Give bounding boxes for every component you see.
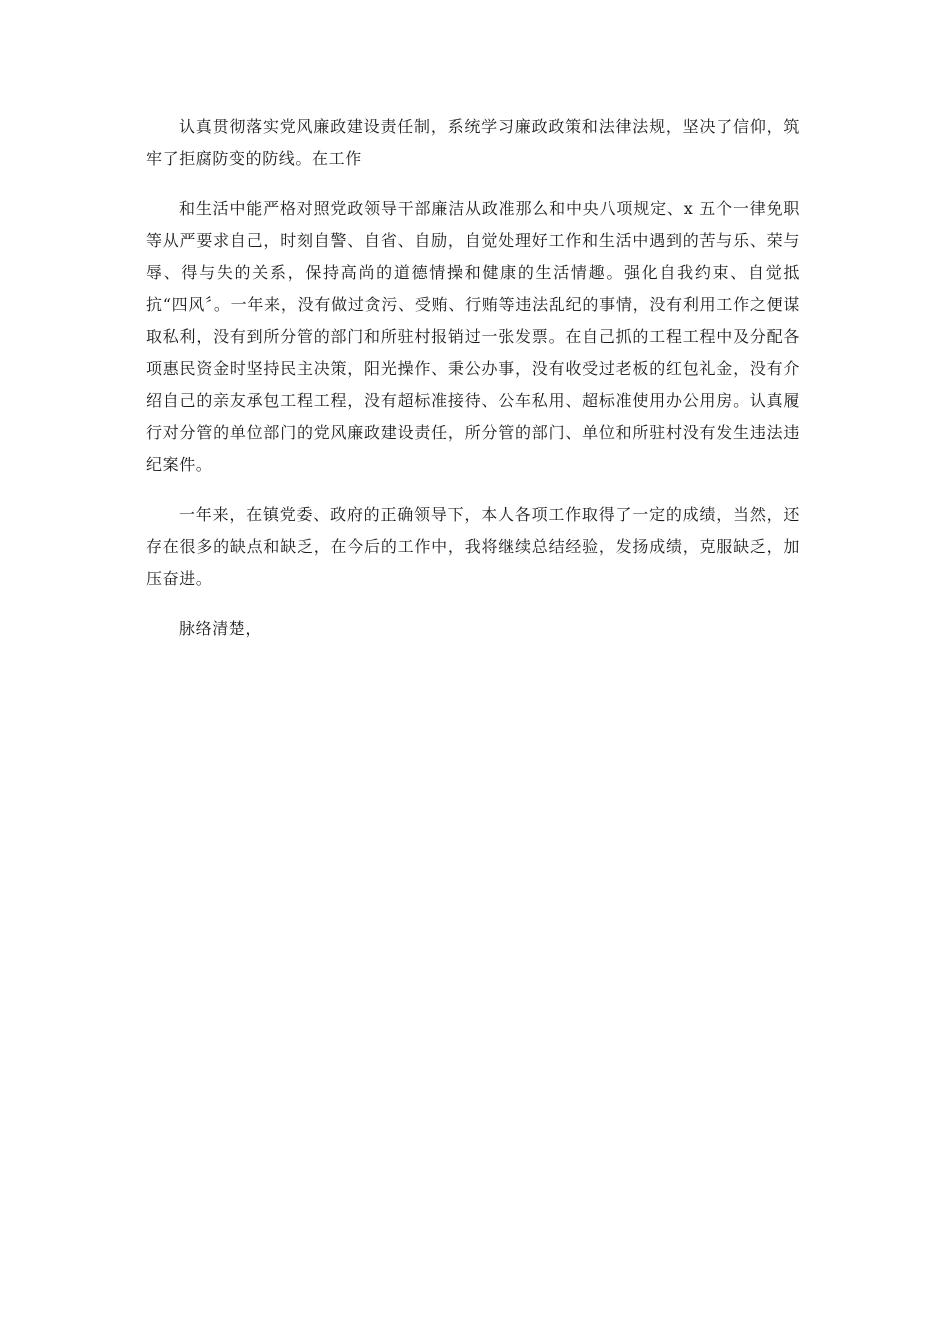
paragraph-4: 脉络清楚， — [179, 619, 263, 638]
paragraph-1: 认真贯彻落实党风廉政建设责任制，系统学习廉政政策和法律法规，坚决了信仰，筑牢了拒腐防变的防线。在工作 — [146, 117, 800, 168]
document-body — [146, 111, 800, 663]
paragraph-2: 和生活中能严格对照党政领导干部廉洁从政准那么和中央八项规定、x 五个一律免职等从严要求自己，时刻自警、自省、自励，自觉处理好工作和生活中遇到的苦与乐、荣与辱、得与失的关系，保持高尚的道德情操和健康的生活情趣。强化自我约束、自觉抵抗“四风〞。一年来，没有做过贪污、受贿、行贿等违法乱纪的事情，没有利用工作之便谋取私利，没有到所分管的部门和所驻村报销过一张发票。在自己抓的工程工程中及分配各项惠民资金时坚持民主决策，阳光操作、秉公办事，没有收受过老板的红包礼金，没有介绍自己的亲友承包工程工程，没有超标准接待、公车私用、超标准使用办公用房。认真履行对分管的单位部门的党风廉政建设责任，所分管的部门、单位和所驻村没有发生违法违纪案件。 — [146, 199, 800, 474]
paragraph-3: 一年来，在镇党委、政府的正确领导下，本人各项工作取得了一定的成绩，当然，还存在很多的缺点和缺乏，在今后的工作中，我将继续总结经验，发扬成绩，克服缺乏，加压奋进。 — [146, 505, 800, 588]
